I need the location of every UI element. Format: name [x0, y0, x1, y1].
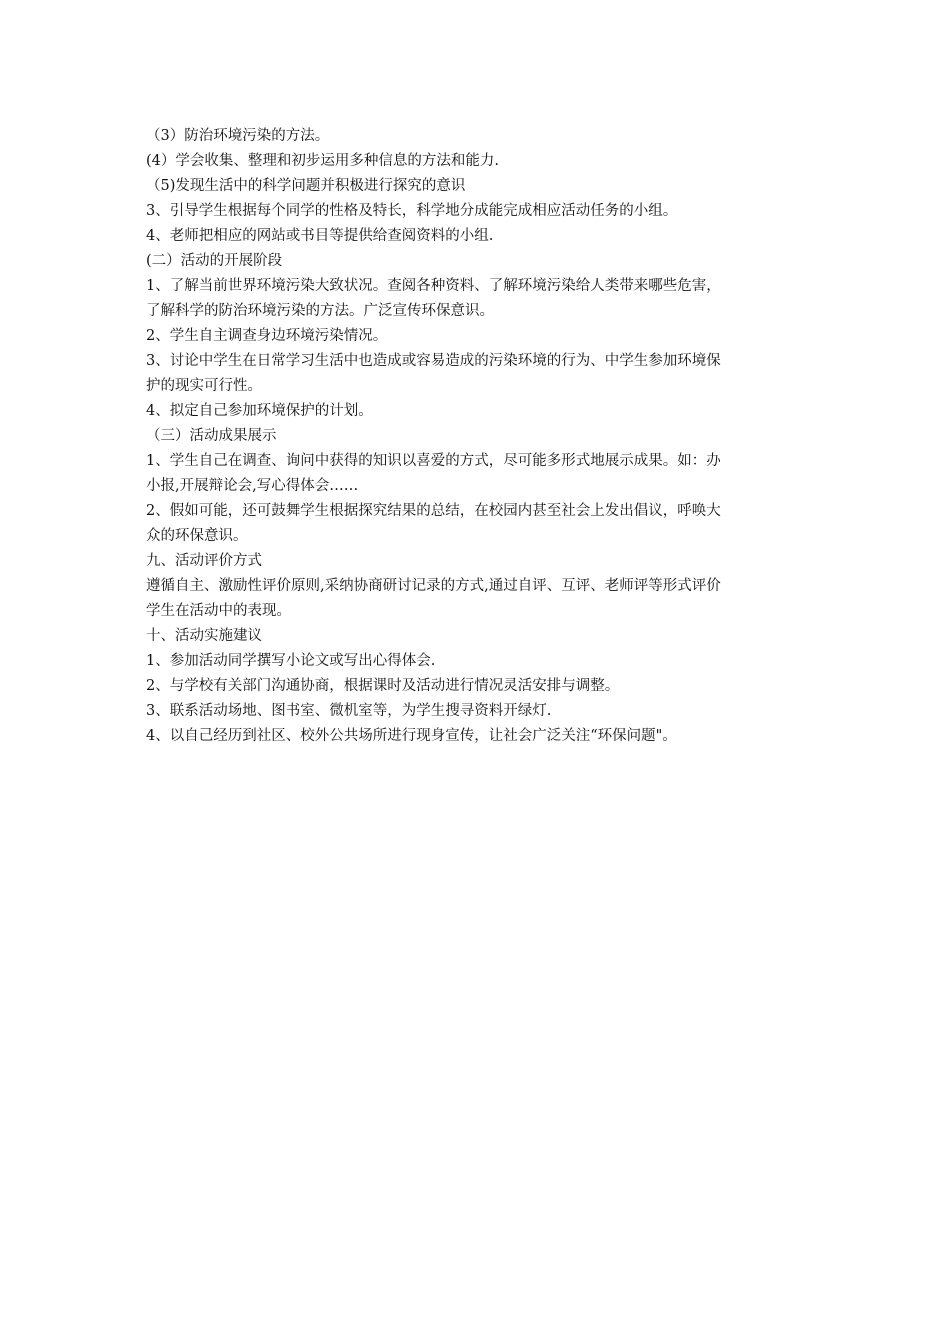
text-line: 小报,开展辩论会,写心得体会…… [146, 478, 359, 494]
section-heading: 十、活动实施建议 [146, 628, 262, 644]
text-line: 4、老师把相应的网站或书目等提供给查阅资料的小组. [146, 228, 494, 244]
text-line: 2、与学校有关部门沟通协商，根据课时及活动进行情况灵活安排与调整。 [146, 678, 620, 694]
text-line: 1、参加活动同学撰写小论文或写出心得体会. [146, 653, 436, 669]
text-line: 2、学生自主调查身边环境污染情况。 [146, 328, 388, 344]
text-line: 4、以自己经历到社区、校外公共场所进行现身宣传，让社会广泛关注“环保问题"。 [146, 728, 677, 744]
text-line: 2、假如可能，还可鼓舞学生根据探究结果的总结，在校园内甚至社会上发出倡议，呼唤大 [146, 503, 721, 519]
text-line: 1、了解当前世界环境污染大致状况。查阅各种资料、了解环境污染给人类带来哪些危害， [146, 278, 721, 294]
text-line: 了解科学的防治环境污染的方法。广泛宣传环保意识。 [146, 303, 494, 319]
text-line: （5)发现生活中的科学问题并积极进行探究的意识 [146, 178, 466, 194]
text-line: 4、拟定自己参加环境保护的计划。 [146, 403, 373, 419]
text-line: 学生在活动中的表现。 [146, 603, 291, 619]
text-line: 3、引导学生根据每个同学的性格及特长，科学地分成能完成相应活动任务的小组。 [146, 203, 678, 219]
text-line: 1、学生自己在调查、询问中获得的知识以喜爱的方式，尽可能多形式地展示成果。如：办 [146, 453, 721, 469]
document-body [146, 124, 810, 749]
text-line: 护的现实可行性。 [146, 378, 262, 394]
section-heading: （三）活动成果展示 [146, 428, 277, 444]
text-line: 3、讨论中学生在日常学习生活中也造成或容易造成的污染环境的行为、中学生参加环境保 [146, 353, 721, 369]
text-line: （3）防治环境污染的方法。 [146, 128, 330, 144]
text-line: 众的环保意识。 [146, 528, 248, 544]
section-heading: (二）活动的开展阶段 [146, 253, 283, 269]
text-line: 3、联系活动场地、图书室、微机室等，为学生搜寻资料开绿灯. [146, 703, 552, 719]
text-line: 遵循自主、激励性评价原则,采纳协商研讨记录的方式,通过自评、互评、老师评等形式评价 [146, 578, 721, 594]
section-heading: 九、活动评价方式 [146, 553, 262, 569]
text-line: (4）学会收集、整理和初步运用多种信息的方法和能力. [146, 153, 499, 169]
